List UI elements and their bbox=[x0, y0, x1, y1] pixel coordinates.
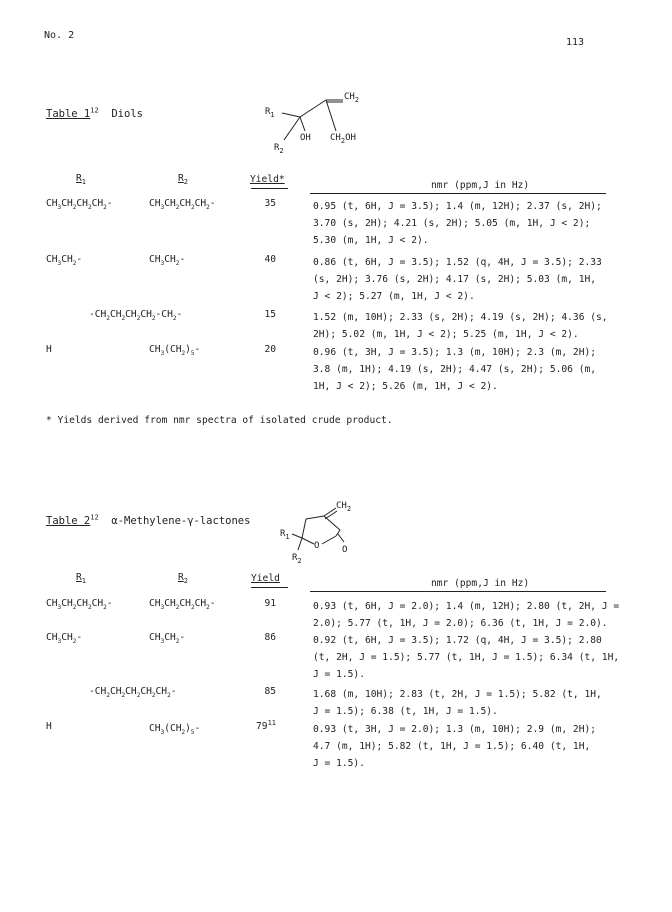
diol-r1: $R_1$ bbox=[265, 107, 275, 119]
table2-yield-ref: 11 bbox=[267, 718, 276, 727]
table2-yield: 85 bbox=[264, 686, 276, 697]
table1-col-yield: Yield* bbox=[250, 174, 285, 185]
table2-yield-rule bbox=[251, 587, 288, 588]
table1-footnote: * Yields derived from nmr spectra of isolated crude product. bbox=[46, 415, 393, 426]
diol-ch2: $CH_2$ bbox=[344, 92, 360, 104]
diol-oh: OH bbox=[300, 133, 311, 143]
table1-ref: 12 bbox=[90, 106, 99, 115]
table1-nmr-line: 0.86 (t, 6H, J = 3.5); 1.52 (q, 4H, J = 3.5); 2.33 bbox=[313, 257, 602, 268]
table2-nmr-line: (t, 2H, J = 1.5); 5.77 (t, 1H, J = 1.5); 6.34 (t, 1H, bbox=[313, 652, 620, 663]
table1-col-r2: $R_2$ bbox=[178, 173, 188, 186]
table2-ref: 12 bbox=[90, 513, 99, 522]
lactone-structure bbox=[276, 494, 386, 574]
table2-r2: $CH_3(CH_2)_5-$ bbox=[149, 723, 201, 736]
table2-r1: $CH_3CH_2CH_2CH_2-$ bbox=[46, 598, 113, 611]
table1-r1r2: $-CH_2CH_2CH_2CH_2-CH_2-$ bbox=[89, 309, 183, 322]
table1-col-nmr: nmr (ppm,J in Hz) bbox=[431, 180, 530, 191]
table2-nmr-line: J = 1.5); 6.38 (t, 1H, J = 1.5). bbox=[313, 706, 498, 717]
table1-yield-rule bbox=[251, 188, 288, 189]
table2-nmr-rule bbox=[310, 591, 606, 592]
table1-r2: $CH_3CH_2CH_2CH_2-$ bbox=[149, 198, 216, 211]
table2-nmr-line: 0.93 (t, 3H, J = 2.0); 1.3 (m, 10H); 2.9 (m, 2H); bbox=[313, 724, 597, 735]
table1-nmr-rule bbox=[310, 193, 606, 194]
table1-yield: 15 bbox=[264, 309, 276, 320]
diol-r2: $R_2$ bbox=[274, 143, 284, 155]
table2-col-r1: $R_1$ bbox=[76, 572, 86, 585]
lactone-ring-o: O bbox=[314, 541, 320, 551]
table1-r2: $CH_3(CH_2)_5-$ bbox=[149, 344, 201, 357]
table2-nmr-line: 4.7 (m, 1H); 5.82 (t, 1H, J = 1.5); 6.40 (t, 1H, bbox=[313, 741, 591, 752]
table1-nmr-line: (s, 2H); 3.76 (s, 2H); 4.17 (s, 2H); 5.03 (m, 1H, bbox=[313, 274, 597, 285]
table1-nmr-line: J < 2); 5.27 (m, 1H, J < 2). bbox=[313, 291, 475, 302]
table2-r1: $CH_3CH_2-$ bbox=[46, 632, 83, 645]
table1-yield: 40 bbox=[264, 254, 276, 265]
table1-nmr-line: 2H); 5.02 (m, 1H, J < 2); 5.25 (m, 1H, J < 2). bbox=[313, 329, 579, 340]
table1-r1: $CH_3CH_2-$ bbox=[46, 254, 83, 267]
table2-yield: 91 bbox=[264, 598, 276, 609]
table2-r1r2: $-CH_2CH_2CH_2CH_2CH_2-$ bbox=[89, 686, 177, 699]
table1-r1: H bbox=[46, 344, 52, 355]
diol-ch2oh: $CH_2OH$ bbox=[330, 133, 356, 145]
table1-label: Table 1 bbox=[46, 108, 91, 120]
table2-yield: $79^{11}$ bbox=[256, 718, 276, 732]
lactone-ch2: $CH_2$ bbox=[336, 501, 352, 513]
table2-caption bbox=[46, 515, 250, 527]
table1-nmr-line: 0.95 (t, 6H, J = 3.5); 1.4 (m, 12H); 2.37 (s, 2H); bbox=[313, 201, 602, 212]
table1-nmr-line: 3.8 (m, 1H); 4.19 (s, 2H); 4.47 (s, 2H); 5.06 (m, bbox=[313, 364, 597, 375]
table1-col-r1: $R_1$ bbox=[76, 173, 86, 186]
table2-label: Table 2 bbox=[46, 515, 91, 527]
table2-nmr-line: 0.92 (t, 6H, J = 3.5); 1.72 (q, 4H, J = 3.5); 2.80 bbox=[313, 635, 602, 646]
table1-caption bbox=[46, 108, 143, 120]
table2-title: α-Methylene-γ-lactones bbox=[111, 515, 251, 527]
lactone-carbonyl-o: O bbox=[342, 545, 348, 555]
table2-nmr-line: 1.68 (m, 10H); 2.83 (t, 2H, J = 1.5); 5.82 (t, 1H, bbox=[313, 689, 602, 700]
page-number: 113 bbox=[566, 37, 585, 48]
journal-issue-number: No. 2 bbox=[44, 30, 75, 41]
table2-r2: $CH_3CH_2-$ bbox=[149, 632, 186, 645]
table2-col-r2: $R_2$ bbox=[178, 572, 188, 585]
table2-col-yield: Yield bbox=[251, 573, 280, 584]
table1-nmr-line: 1.52 (m, 10H); 2.33 (s, 2H); 4.19 (s, 2H); 4.36 (s, bbox=[313, 312, 608, 323]
lactone-r1: $R_1$ bbox=[280, 529, 290, 541]
table1-nmr-line: 5.30 (m, 1H, J < 2). bbox=[313, 235, 429, 246]
table1-nmr-line: 3.70 (s, 2H); 4.21 (s, 2H); 5.05 (m, 1H, J < 2); bbox=[313, 218, 591, 229]
table1-yield: 35 bbox=[264, 198, 276, 209]
table1-yield: 20 bbox=[264, 344, 276, 355]
table1-r2: $CH_3CH_2-$ bbox=[149, 254, 186, 267]
lactone-r2: $R_2$ bbox=[292, 553, 302, 565]
table1-nmr-line: 1H, J < 2); 5.26 (m, 1H, J < 2). bbox=[313, 381, 498, 392]
table1-title: Diols bbox=[111, 108, 143, 120]
table2-r2: $CH_3CH_2CH_2CH_2-$ bbox=[149, 598, 216, 611]
table2-nmr-line: J = 1.5). bbox=[313, 669, 365, 680]
table1-r1: $CH_3CH_2CH_2CH_2-$ bbox=[46, 198, 113, 211]
diol-structure bbox=[260, 88, 390, 168]
table2-nmr-line: 2.0); 5.77 (t, 1H, J = 2.0); 6.36 (t, 1H, J = 2.0). bbox=[313, 618, 608, 629]
table2-col-nmr: nmr (ppm,J in Hz) bbox=[431, 578, 530, 589]
table1-nmr-line: 0.96 (t, 3H, J = 3.5); 1.3 (m, 10H); 2.3 (m, 2H); bbox=[313, 347, 597, 358]
table2-yield: 86 bbox=[264, 632, 276, 643]
table2-nmr-line: 0.93 (t, 6H, J = 2.0); 1.4 (m, 12H); 2.80 (t, 2H, J = bbox=[313, 601, 620, 612]
table2-r1: H bbox=[46, 721, 52, 732]
table2-nmr-line: J = 1.5). bbox=[313, 758, 365, 769]
